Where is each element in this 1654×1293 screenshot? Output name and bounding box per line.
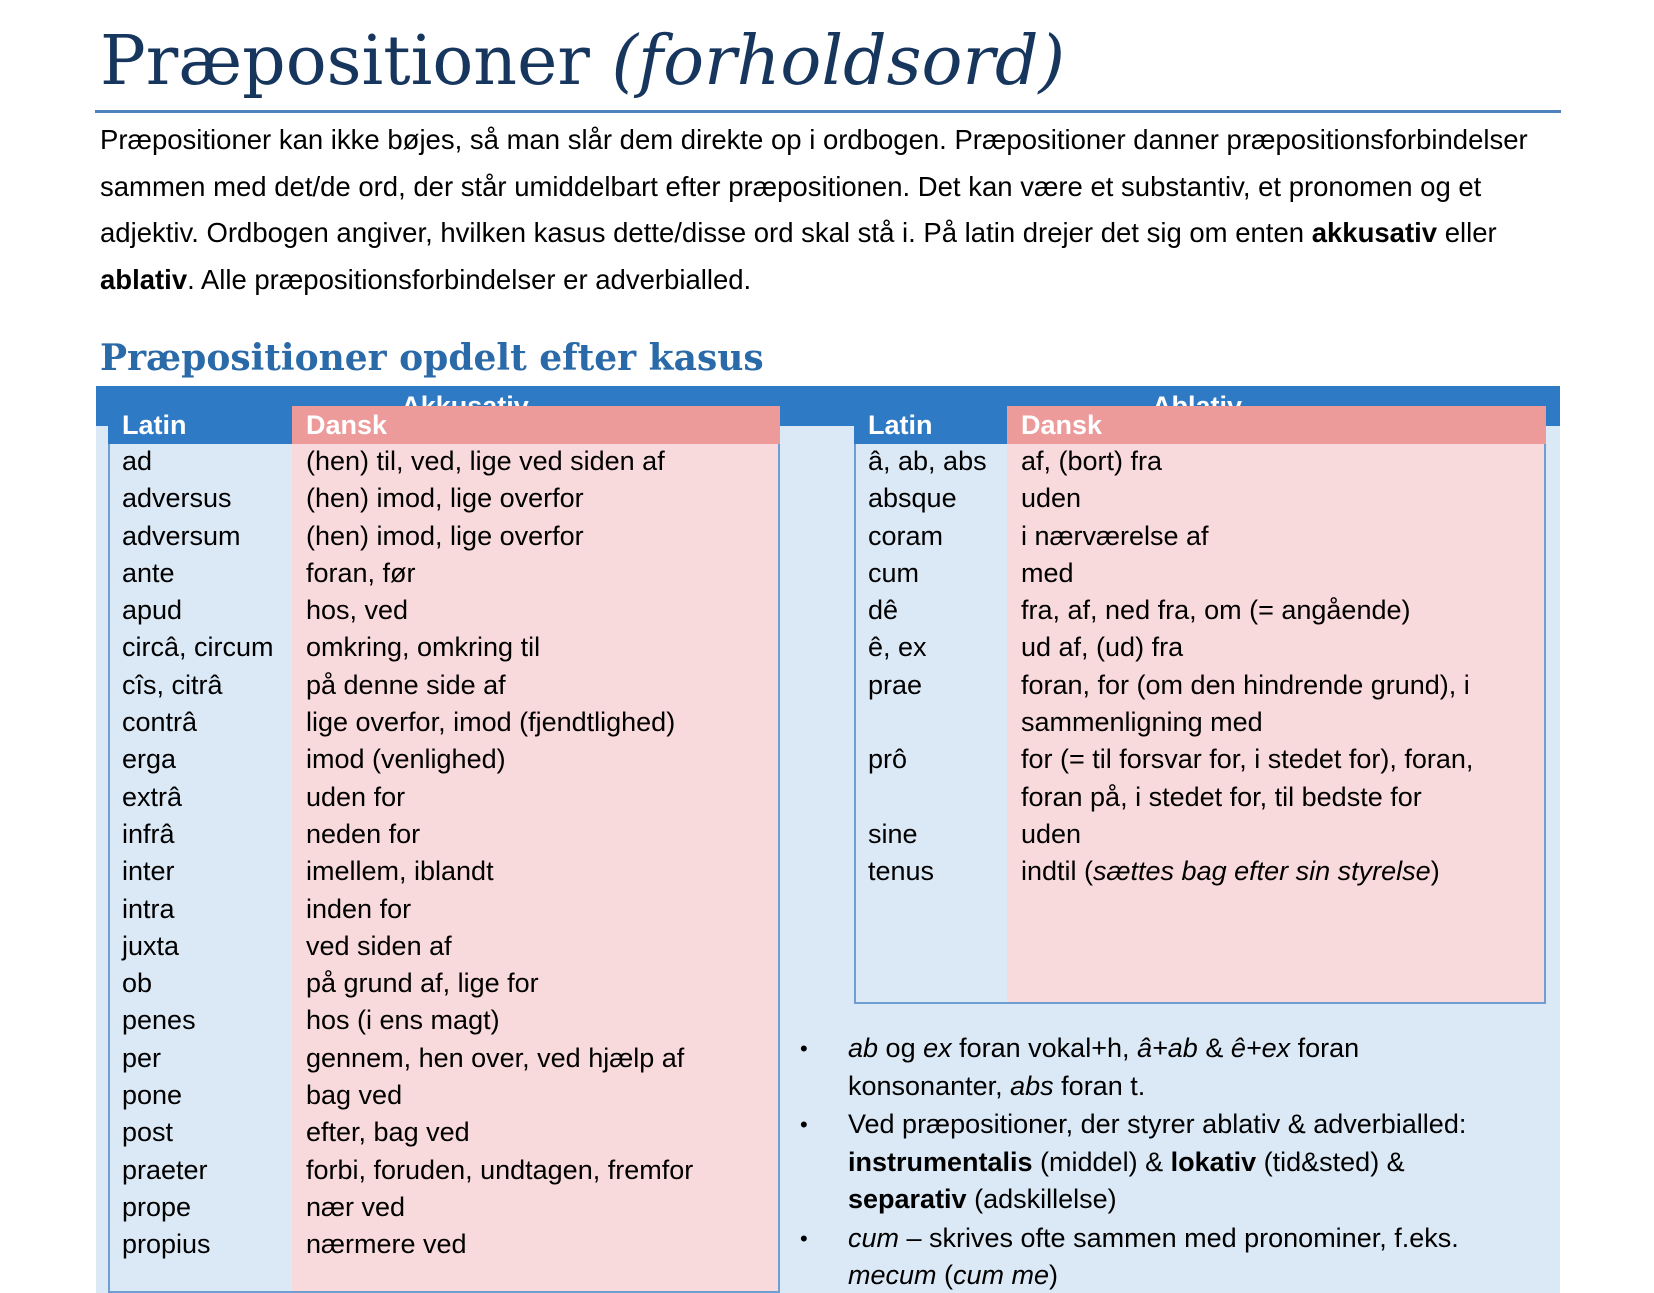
table-cell: i nærværelse af xyxy=(1021,520,1209,551)
table-cell: (hen) imod, lige overfor xyxy=(306,483,584,514)
intro-bold-ablativ: ablativ xyxy=(100,263,188,295)
note1-abs: abs xyxy=(1010,1070,1054,1101)
table-cell: imod (venlighed) xyxy=(306,744,506,775)
table-cell: post xyxy=(122,1117,174,1148)
table-cell: uden xyxy=(1021,483,1082,514)
table-cell: penes xyxy=(122,1005,196,1036)
note2-text: (tid&sted) & xyxy=(1256,1146,1405,1177)
table-cell: nærmere ved xyxy=(306,1229,467,1260)
table-cell: contrâ xyxy=(122,707,198,738)
table-cell: erga xyxy=(122,744,177,775)
tenus-prefix: indtil ( xyxy=(1021,856,1094,887)
title-main: Præpositioner xyxy=(100,22,590,101)
table-cell: intra xyxy=(122,893,175,924)
title-paren-word: forholdsord xyxy=(638,22,1039,101)
table-cell: forbi, foruden, undtagen, fremfor xyxy=(306,1154,694,1185)
note1-text: foran konsonanter, xyxy=(848,1033,1360,1101)
table-cell: ad xyxy=(122,446,153,476)
table-cell: for (= til forsvar for, i stedet for), foran, xyxy=(1021,744,1474,775)
table-cell: dê xyxy=(868,595,899,626)
table-cell: tenus xyxy=(868,856,935,887)
bullet-icon: • xyxy=(800,1112,808,1137)
table-cell: apud xyxy=(122,595,183,626)
bullet-icon: • xyxy=(800,1036,808,1061)
note2-text: Ved præpositioner, der styrer ablativ & adverbialled: xyxy=(848,1109,1467,1139)
note2-text: (middel) & xyxy=(1032,1146,1171,1177)
title-parenthetical xyxy=(611,22,1065,101)
table-cell: foran, før xyxy=(306,557,416,588)
note2-separativ: separativ xyxy=(848,1184,967,1214)
note1-a-ab: â+ab xyxy=(1137,1033,1198,1063)
table-cell: (hen) imod, lige overfor xyxy=(306,520,584,551)
table-cell: neden for xyxy=(306,818,421,849)
note2-instrumentalis: instrumentalis xyxy=(848,1146,1033,1177)
table-cell: cum xyxy=(868,557,920,588)
note3-cum-me: cum me xyxy=(953,1260,1050,1290)
table-cell: ob xyxy=(122,968,153,999)
table-cell: lige overfor, imod (fjendtlighed) xyxy=(306,707,676,738)
intro-bold-akkusativ: akkusativ xyxy=(1311,217,1438,248)
note2-text: (adskillelse) xyxy=(966,1184,1117,1214)
note1-text: og xyxy=(878,1033,924,1063)
table-cell: hos, ved xyxy=(306,595,409,626)
table-cell xyxy=(1021,853,1473,890)
table-cell: fra, af, ned fra, om (= angående) xyxy=(1021,595,1411,626)
note-item xyxy=(790,1030,1480,1105)
table-cell: bag ved xyxy=(306,1080,403,1111)
table-cell: cîs, citrâ xyxy=(122,669,223,700)
table-cell: prô xyxy=(868,744,908,775)
note1-ex: ex xyxy=(923,1033,952,1063)
akkusativ-table xyxy=(108,406,780,1293)
table-cell: på denne side af xyxy=(306,669,506,700)
note3-text: – skrives ofte sammen med pronominer, f.eks. xyxy=(899,1222,1459,1253)
table-cell: med xyxy=(1021,557,1074,588)
ablativ-col-dansk: Dansk xyxy=(1007,406,1546,444)
title-divider xyxy=(95,110,1561,113)
note3-cum: cum xyxy=(848,1222,900,1253)
table-cell: foran, for (om den hindrende grund), i xyxy=(1021,669,1470,700)
table-cell: omkring, omkring til xyxy=(306,632,541,663)
table-cell: gennem, hen over, ved hjælp af xyxy=(306,1042,685,1073)
table-cell: absque xyxy=(868,483,957,514)
intro-text-2: eller xyxy=(1437,217,1497,248)
note1-text: foran t. xyxy=(1053,1070,1146,1101)
note3-text: ( xyxy=(936,1260,954,1290)
table-cell: extrâ xyxy=(122,781,183,812)
table-cell: (hen) til, ved, lige ved siden af xyxy=(306,446,665,476)
note1-text: & xyxy=(1197,1033,1231,1063)
table-cell: inden for xyxy=(306,893,412,924)
table-cell: imellem, iblandt xyxy=(306,856,494,887)
ablativ-latin-column xyxy=(868,443,987,891)
table-cell: ved siden af xyxy=(306,930,452,961)
table-cell: ê, ex xyxy=(868,632,927,663)
ablativ-table xyxy=(854,406,1546,1004)
table-cell: ante xyxy=(122,557,175,588)
title-paren-close: ) xyxy=(1038,22,1066,101)
table-cell: sammenligning med xyxy=(1021,707,1263,738)
table-cell: inter xyxy=(122,856,175,887)
note-item xyxy=(790,1106,1480,1219)
note3-text: ) xyxy=(1049,1260,1059,1290)
tenus-italic: sættes bag efter sin styrelse xyxy=(1093,856,1431,887)
table-cell: efter, bag ved xyxy=(306,1117,470,1148)
akkusativ-col-latin: Latin xyxy=(108,406,292,444)
table-cell: hos (i ens magt) xyxy=(306,1005,500,1036)
table-cell: per xyxy=(122,1042,162,1073)
ablativ-col-latin: Latin xyxy=(854,406,1007,444)
ablativ-dansk-column xyxy=(1021,443,1473,891)
table-cell xyxy=(868,779,987,816)
page-title xyxy=(100,22,1065,102)
table-cell: â, ab, abs xyxy=(868,446,987,476)
note1-ab: ab xyxy=(848,1033,879,1063)
table-cell: prae xyxy=(868,669,923,700)
table-cell: uden for xyxy=(306,781,406,812)
intro-text-1: Præpositioner kan ikke bøjes, så man slår dem direkte op i ordbogen. Præpositioner danner præpositionsforbindelser sammen med det/de ord, der står umiddelbart efter præpositionen. Det kan være et substantiv, et pronomen og et adjektiv. Ordbogen angiver, hvilken kasus dette/disse ord skal stå i. På latin drejer det sig om enten xyxy=(100,124,1528,248)
intro-paragraph xyxy=(100,117,1570,303)
akkusativ-latin-column xyxy=(122,443,274,1264)
table-cell: propius xyxy=(122,1229,211,1260)
akkusativ-col-dansk: Dansk xyxy=(292,406,780,444)
table-cell: sine xyxy=(868,818,918,849)
table-cell xyxy=(868,704,987,741)
akkusativ-dansk-column xyxy=(306,443,693,1264)
table-cell: adversus xyxy=(122,483,232,514)
table-cell: af, (bort) fra xyxy=(1021,446,1163,476)
note1-e-ex: ê+ex xyxy=(1230,1033,1291,1063)
intro-text-3: . Alle præpositionsforbindelser er adverbialled. xyxy=(187,263,752,295)
tenus-suffix: ) xyxy=(1430,856,1440,887)
table-cell: adversum xyxy=(122,520,241,551)
table-cell: foran på, i stedet for, til bedste for xyxy=(1021,781,1422,812)
table-cell: nær ved xyxy=(306,1191,406,1222)
table-cell: infrâ xyxy=(122,818,175,849)
bullet-icon: • xyxy=(800,1225,808,1251)
title-paren-open: ( xyxy=(611,22,639,101)
table-cell: uden xyxy=(1021,818,1082,849)
table-cell: ud af, (ud) fra xyxy=(1021,632,1184,663)
table-cell: på grund af, lige for xyxy=(306,968,539,999)
note2-lokativ: lokativ xyxy=(1170,1146,1257,1177)
note1-text: foran vokal+h, xyxy=(951,1033,1137,1063)
table-cell: praeter xyxy=(122,1154,208,1185)
section-heading: Præpositioner opdelt efter kasus xyxy=(100,337,764,379)
table-cell: coram xyxy=(868,520,944,551)
table-cell: prope xyxy=(122,1191,192,1222)
table-cell: pone xyxy=(122,1080,183,1111)
table-cell: circâ, circum xyxy=(122,632,274,663)
ablativ-notes xyxy=(790,1030,1480,1293)
note-item xyxy=(790,1220,1480,1293)
note3-mecum: mecum xyxy=(848,1260,937,1290)
table-cell: juxta xyxy=(122,930,180,961)
